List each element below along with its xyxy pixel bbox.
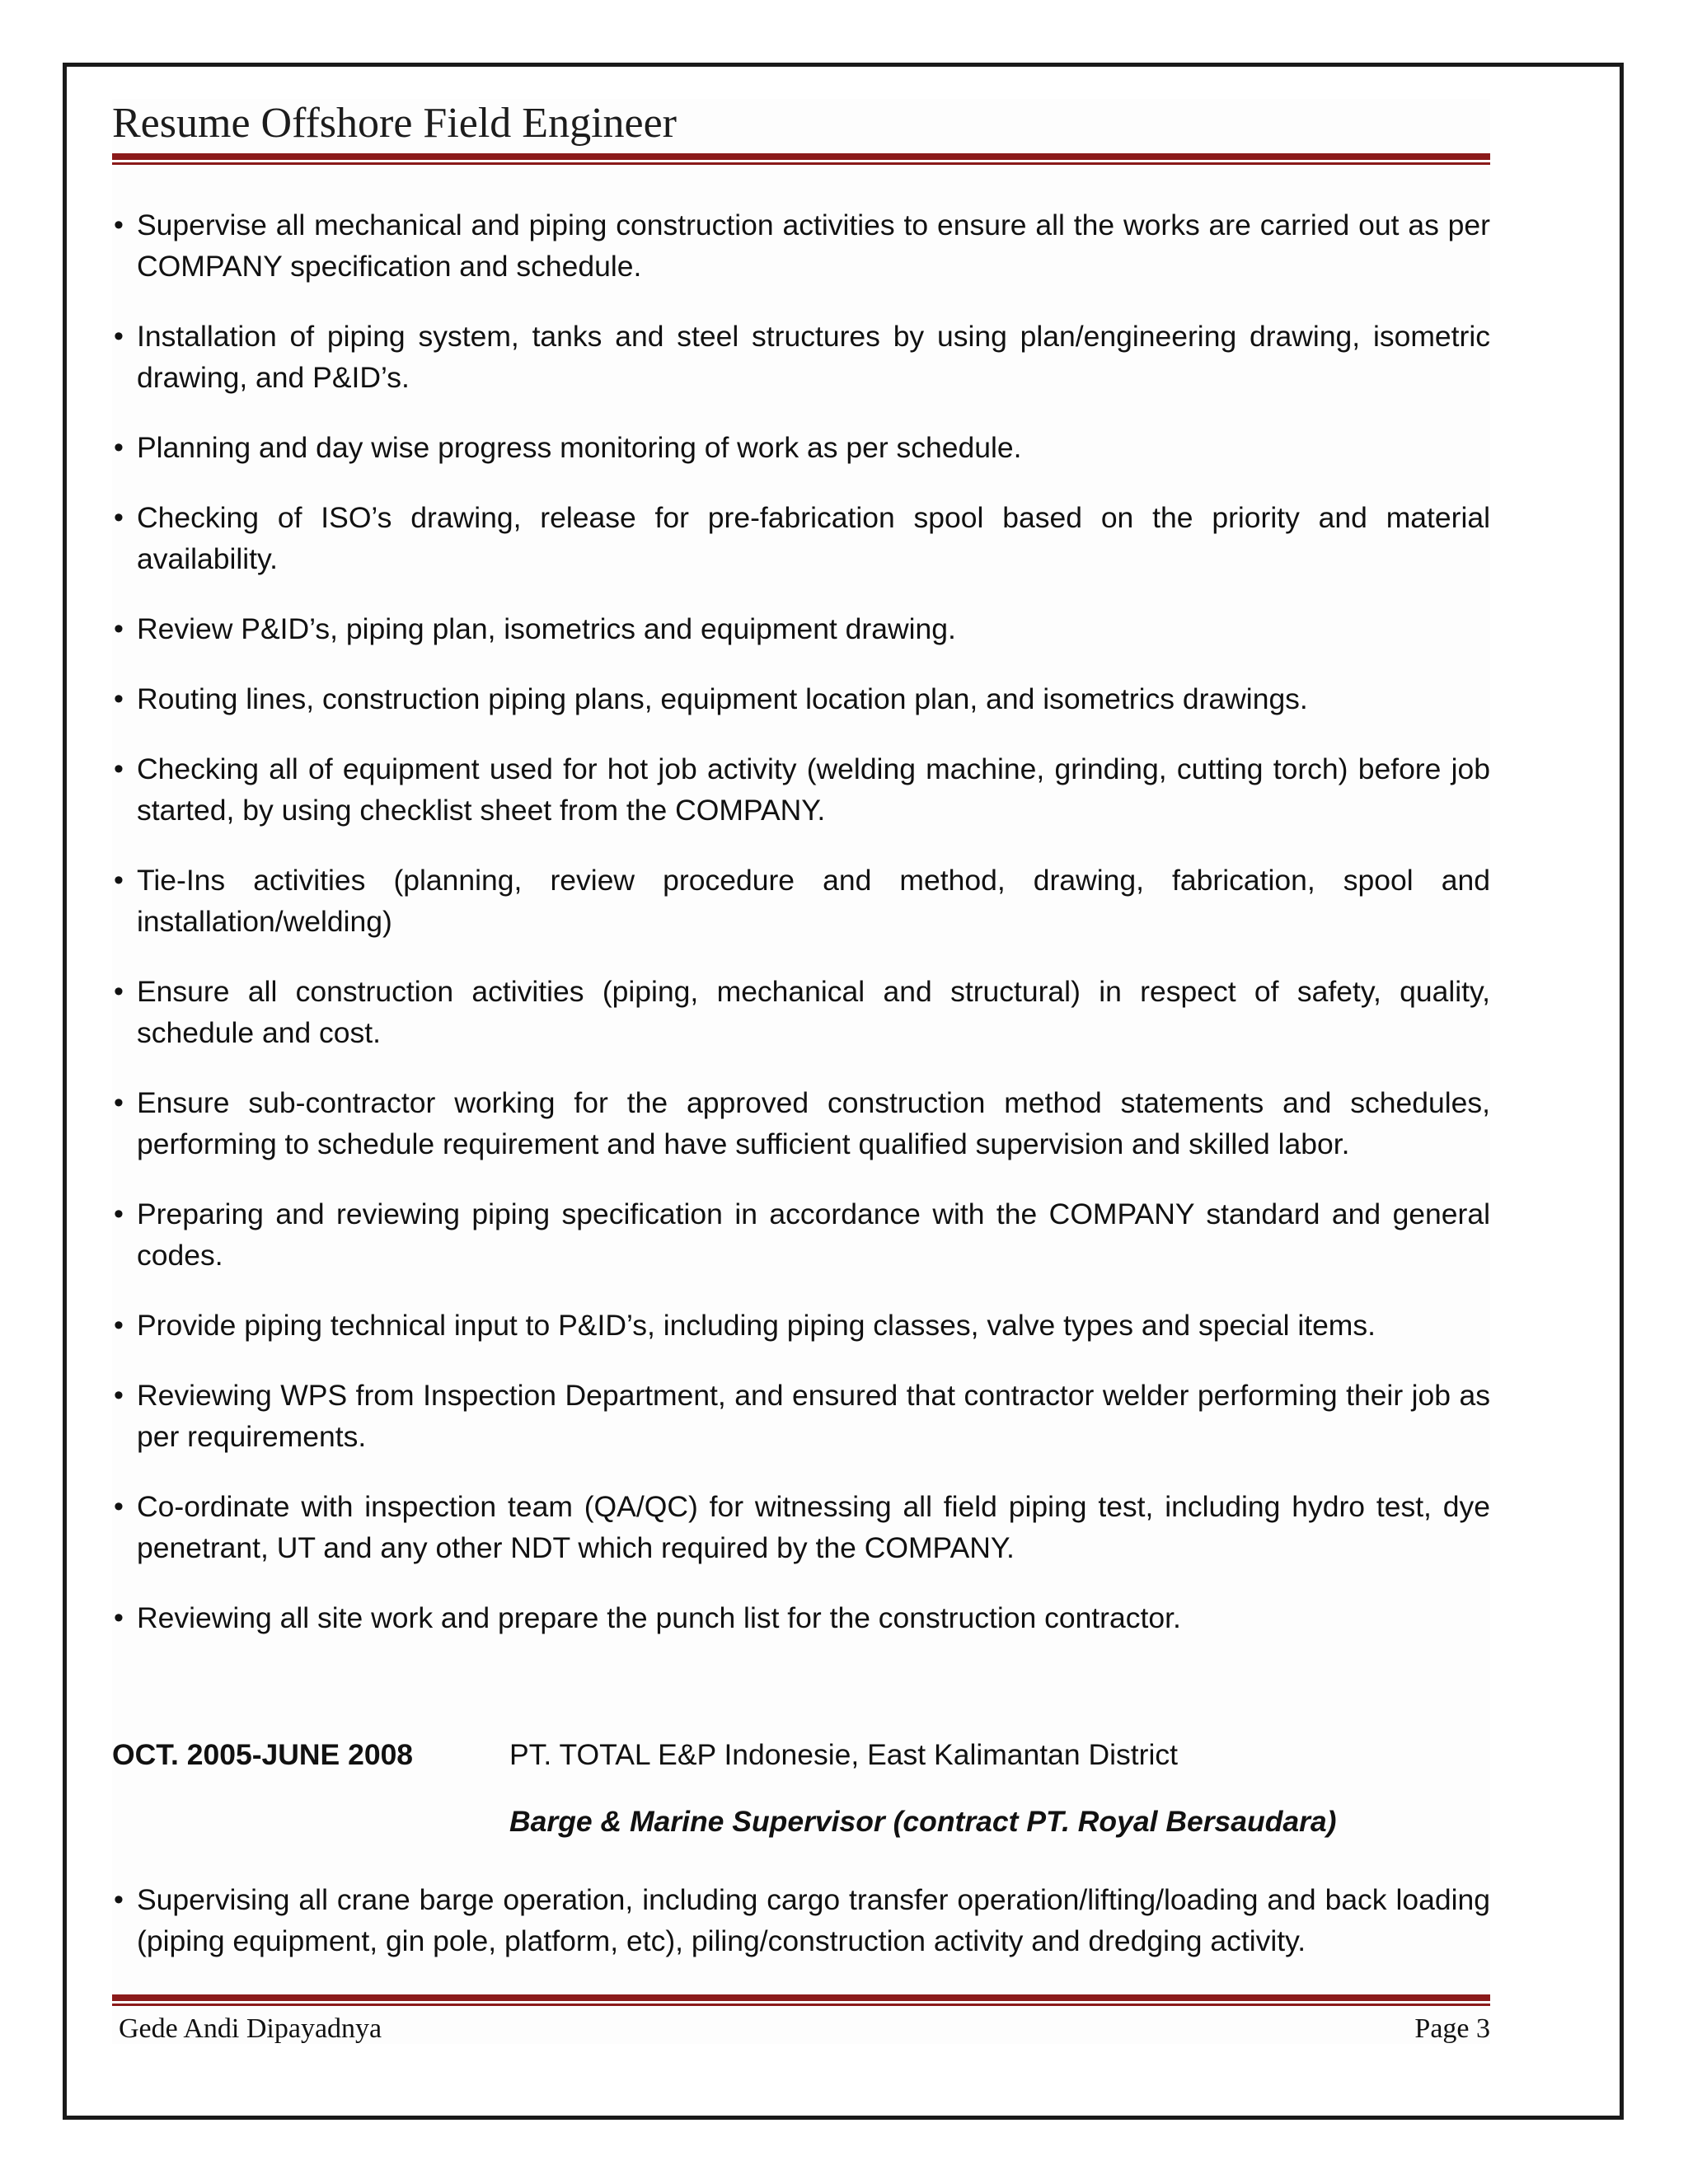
bullet-icon: • bbox=[114, 1491, 124, 1522]
list-item: • Tie-Ins activities (planning, review procedure and method, drawing, fabrication, spool and installation/welding) bbox=[112, 860, 1490, 942]
bullet-icon: • bbox=[114, 1884, 124, 1915]
job-dates: OCT. 2005-JUNE 2008 bbox=[112, 1738, 414, 1771]
list-item: • Supervise all mechanical and piping construction activities to ensure all the works are carried out as per COMPANY specification and schedule. bbox=[112, 204, 1490, 287]
resume-page bbox=[112, 99, 1490, 2044]
list-item: • Checking all of equipment used for hot job activity (welding machine, grinding, cutting torch) before job started, by using checklist sheet from the COMPANY. bbox=[112, 748, 1490, 831]
footer-rule-thin bbox=[112, 2004, 1490, 2006]
footer-rule bbox=[112, 1994, 1490, 2001]
bullet-icon: • bbox=[114, 865, 124, 896]
bullet-icon: • bbox=[114, 1087, 124, 1118]
job-company: PT. TOTAL E&P Indonesie, East Kalimantan District bbox=[509, 1738, 1178, 1771]
duties-list bbox=[112, 204, 1490, 1667]
list-item: • Routing lines, construction piping plans, equipment location plan, and isometrics drawings. bbox=[112, 678, 1490, 719]
list-item: • Ensure all construction activities (piping, mechanical and structural) in respect of safety, quality, schedule and cost. bbox=[112, 971, 1490, 1053]
bullet-icon: • bbox=[114, 432, 124, 463]
list-item: • Co-ordinate with inspection team (QA/QC) for witnessing all field piping test, including hydro test, dye penetrant, UT and any other NDT which required by the COMPANY. bbox=[112, 1486, 1490, 1568]
list-item: • Review P&ID’s, piping plan, isometrics and equipment drawing. bbox=[112, 608, 1490, 649]
header-rule-thin bbox=[112, 162, 1490, 165]
list-item: • Reviewing all site work and prepare the punch list for the construction contractor. bbox=[112, 1597, 1490, 1638]
bullet-icon: • bbox=[114, 1310, 124, 1341]
bullet-icon: • bbox=[114, 1602, 124, 1633]
footer-author: Gede Andi Dipayadnya bbox=[119, 2013, 382, 2044]
list-item: • Preparing and reviewing piping specification in accordance with the COMPANY standard and general codes. bbox=[112, 1193, 1490, 1276]
bullet-icon: • bbox=[114, 613, 124, 644]
list-item: • Planning and day wise progress monitoring of work as per schedule. bbox=[112, 427, 1490, 468]
list-item: • Reviewing WPS from Inspection Department, and ensured that contractor welder performing their job as per requirements. bbox=[112, 1375, 1490, 1457]
list-item: • Supervising all crane barge operation, including cargo transfer operation/lifting/loading and back loading (piping equipment, gin pole, platform, etc), piling/construction activity and dredging activity. bbox=[112, 1879, 1490, 1961]
bullet-icon: • bbox=[114, 502, 124, 533]
header-rule bbox=[112, 153, 1490, 160]
bullet-icon: • bbox=[114, 976, 124, 1007]
bullet-icon: • bbox=[114, 683, 124, 715]
list-item: • Provide piping technical input to P&ID’s, including piping classes, valve types and special items. bbox=[112, 1305, 1490, 1346]
bullet-icon: • bbox=[114, 753, 124, 785]
bullet-icon: • bbox=[114, 321, 124, 352]
bullet-icon: • bbox=[114, 1380, 124, 1411]
page-title: Resume Offshore Field Engineer bbox=[112, 100, 677, 147]
page-number: Page 3 bbox=[1414, 2013, 1490, 2044]
list-item: • Ensure sub-contractor working for the approved construction method statements and schedules, performing to schedule requirement and have sufficient qualified supervision and skilled labor. bbox=[112, 1082, 1490, 1165]
bullet-icon: • bbox=[114, 1198, 124, 1230]
job-role: Barge & Marine Supervisor (contract PT. Royal Bersaudara) bbox=[509, 1805, 1337, 1838]
list-item: • Installation of piping system, tanks and steel structures by using plan/engineering drawing, isometric drawing, and P&ID’s. bbox=[112, 316, 1490, 398]
job-duties-list bbox=[112, 1879, 1490, 1990]
list-item: • Checking of ISO’s drawing, release for pre-fabrication spool based on the priority and material availability. bbox=[112, 497, 1490, 579]
bullet-icon: • bbox=[114, 209, 124, 241]
